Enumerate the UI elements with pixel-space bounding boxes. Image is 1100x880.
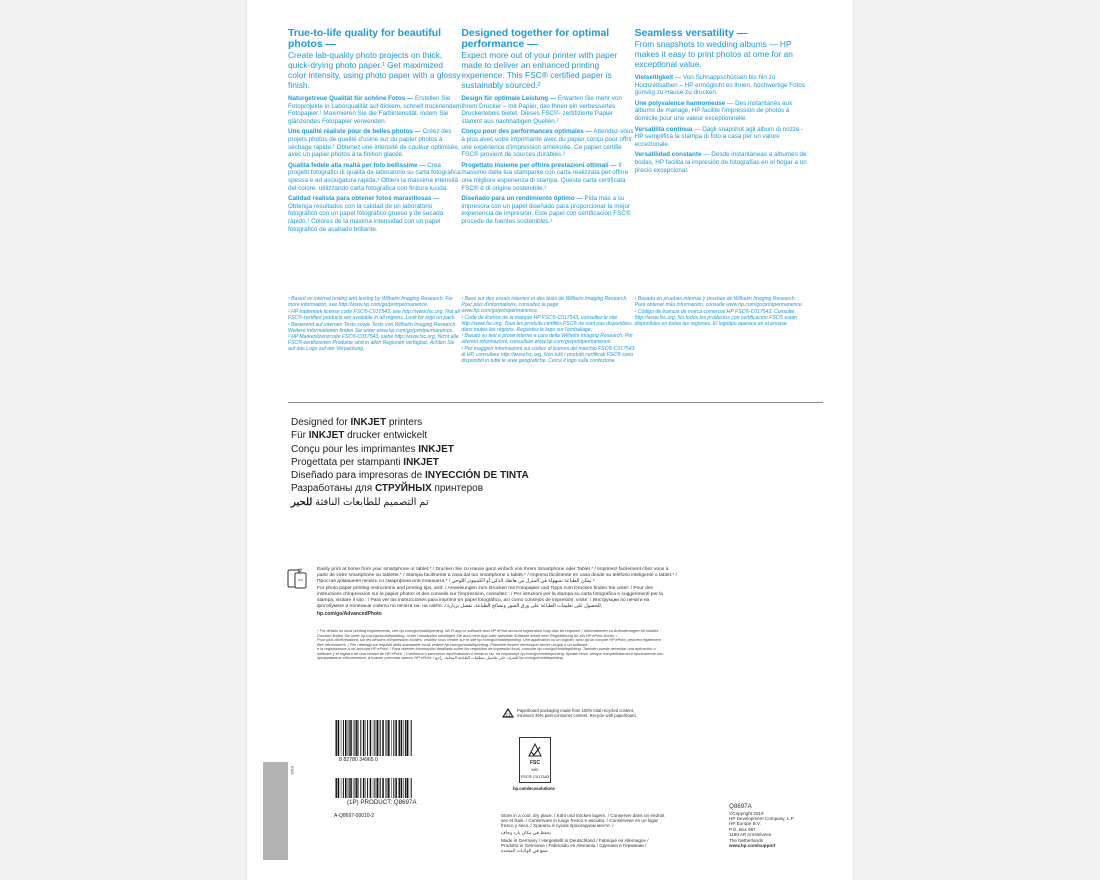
advanced-photo-url[interactable]: hp.com/go/AdvancedPhoto — [317, 610, 382, 617]
translation: Vielseitigkeit — Von Schnappschüssen bis hin zu Hochzeitsalben – HP ermöglicht es Ihnen, hochwertige Fotos günstig zu Hause zu drucken. — [634, 74, 805, 97]
storage-info — [501, 813, 671, 836]
footnote: ² HP trademark license code FSC®-C017543, see http://www.fsc.org. Not all FSC®-certified products are available in all regions. Look for logo on pack. — [288, 308, 460, 321]
origin-info — [501, 838, 671, 854]
svg-text:21: 21 — [505, 712, 511, 718]
translation: Diseñado para un rendimiento óptimo — Pida más a su impresora con un papel diseñado para proporcionar la mejor experiencia de impresión. Este papel con certificación FSC® procede de fuentes sostenibles.² — [461, 195, 631, 225]
translation: Calidad realista para obtener fotos maravillosas — Obtenga resultados con la calidad de un laboratorio fotográfico con un papel fotográfico grueso y de secado rápido.¹ Colores de la máxima intensidad con un papel fotográfico de acabado brillante. — [288, 195, 444, 233]
column-title: Seamless versatility — — [634, 28, 748, 39]
inkjet-line: Progettata per stampanti INKJET — [291, 456, 439, 468]
storage-line: يحفظ في مكان بارد وجاف — [501, 829, 551, 835]
product-number: (1P) PRODUCT: Q8697A — [347, 799, 417, 806]
origin-line: Prodotto in Germania / Fabricado en Alemania / Сделано в Германии / — [501, 843, 647, 849]
translation: Versatilidad constante — Desde instantáneas a álbumes de bodas, HP facilita la impresión de fotografías en el hogar a un precio excepcional. — [634, 151, 807, 174]
support-url[interactable]: www.hp.com/support — [729, 842, 776, 848]
fsc-logo — [519, 737, 551, 783]
translation: Conçu pour des performances optimales — Attendez-vous à plus avec votre imprimante avec du papier conçu pour offrir une expérience d'impression améliorée. Ce papier certifié FSC® provient de sources durables.² — [461, 128, 634, 159]
recycling-text: Paperboard packaging made from 100% total recycled content, minimum 30% post-consumer content. Recycle with paperboard. — [517, 708, 637, 718]
inkjet-line: Designed for INKJET printers — [291, 417, 423, 428]
product-barcode — [333, 778, 415, 798]
footnote: ² Per maggiori informazioni sul codice di licenza del marchio FSC®-C017543 di HP, consultare http://www.fsc.org. Non tutti i prodotti certificati FSC® sono disponibili in tutte le aree geografiche. Cerca il logo sulla confezione. — [461, 346, 635, 365]
column-lead: Create lab-quality photo projects on thick, quick-drying photo paper.¹ Get maximized color intensity, using photo paper with a glossy finish. — [288, 50, 461, 90]
disclaimer-line: * For details on local printing requirements, see hp.com/go/mobileprinting. Wi-Fi app or software and HP ePrint account registration may also be required. / Informationen zu Anforderungen für lokales Drucken finden Sie unter hp.com/go/mobileprinting. Unter Umständen benötigen Sie auch eine App oder spezielle Software sowie eine Registrierung für ein HP ePrint-Konto. / — [317, 628, 659, 638]
product-code: Q8697A — [729, 803, 752, 810]
disclaimer-line: e la registrazione a un account HP ePrint. / Para obtener información detallada sobre los requisitos de impresión local, consulte hp.com/go/mobileprinting. También puede necesitar una aplicación o software y el registro de una cuenta de HP ePrint. / Сведения о местных требованиях к печати см. на странице hp.com/go/mobileprinting. Кроме того, могут потребоваться приложение или — [317, 646, 664, 656]
column-title: Designed together for optimal performance — — [461, 28, 610, 50]
footnote: ² HP Markenlizenzcode FSC®-C017543, siehe http://www.fsc.org. Nicht alle FSC®-zertifizierten Produkte sind in allen Regionen verfügbar. Achten Sie auf das Logo auf der Verpackung. — [288, 334, 459, 353]
translation: Design für optimale Leistung — Erwarten Sie mehr von Ihrem Drucker – mit Papier, das Ihnen ein verbessertes Druckerlebnis bietet. Dieses FSC®- zertifizierte Papier stammt aus nachhaltigen Quellen.² — [461, 95, 622, 125]
address-line: 1180 AR Amstelveen — [729, 832, 772, 838]
column-lead: From snapshots to wedding albums — HP makes it easy to print photos at ome for an exceptional value. — [634, 39, 793, 69]
translation: Progettato insieme per offrire prestazioni ottimali — Il massimo dalla tua stampante con carta realizzata per offrire una migliore esperienza di stampa. Questa carta certificata FSC® è di origine sostenibile.² — [461, 161, 629, 192]
mobile-disclaimer — [317, 629, 667, 661]
footnote: ¹ Basato su test e prove interne a cura della Wilhelm Imaging Research. Per ulteriori informazioni, consultare www.hp.com/go/printpermanence. — [461, 333, 633, 346]
footnote: ² Code de licence de la marque HP FSC®-C017543, consultez le site http://www.fsc.org. Tous les produits certifiés FSC® ne sont pas disponibles dans toutes les régions. Regardez le logo sur l'emballage. — [461, 314, 632, 333]
recycle-icon — [501, 708, 515, 722]
photo-instructions-text: For photo paper printing instructions and printing tips, visit: / Anweisungen zum Drucken mit Fotopapier und Tipps zum Drucken finden Sie unter: / Pour des instructions d'impression sur le papier photos et des conseils sur l'impression, consultez : / Per istruzioni per la stampa su carta fotografica e suggerimenti per la stampa, visitare il sito : / Para ver las instrucciones para imprimir en papel fotográfico, así como consejos de impresión, visite: / Инструкции по печати на фотобумаге и полезные советы по печати см. на сайте: / للحصول على تعليمات الطباعة على ورق الصور ونصائح الطباعة، تفضل بزيارة: — [317, 586, 664, 609]
footnote: ¹ Basierend auf internen Tests sowie Tests von Wilhelm Imaging Research. Weitere Informationen finden Sie unter www.hp.com/go/printpermanence. — [288, 321, 457, 334]
side-code: ENG — [290, 766, 295, 775]
eco-url[interactable]: hp.com/ecosolutions — [513, 786, 555, 791]
footnote-column — [288, 297, 461, 366]
inkjet-line: Разработаны для СТРУЙНЫХ принтеров — [291, 483, 483, 495]
origin-line: Made in Germany / Hergestellt in Deutschland / Fabriqué en Allemagne / — [501, 838, 649, 843]
footnote: ¹ Basado en pruebas internas y pruebas de Wilhelm Imaging Research. Para obtener más información, consulte www.hp.com/go/printpermanence. — [634, 296, 804, 308]
column-lead: Expect more out of your printer with paper made to deliver an enhanced printing experience. This FSC® certified paper is sustainably sourced.² — [461, 50, 618, 90]
inkjet-line: تم التصميم للطابعات النافثة للحبر — [291, 496, 429, 508]
disclaimer-line: программное обеспечение, а также учетная запись HP ePrint. / للتعرف على تفاصيل متطلبات الطباعة المحلية، راجع hp.com/go/mobileprinting. — [317, 655, 564, 660]
company-address — [729, 803, 809, 848]
mobile-print-text: Easily print at home from your smartphone or tablet.* / Drucken Sie zu Hause ganz einfach von Ihrem Smartphone oder Tablet.* / Imprimez facilement chez vous à partir de votre smartphone ou tablette.* / Stampa facilmente a casa dal tuo smartphone o tablet.* / Imprima fácilmente en casa desde su teléfono inteligente o tablet.* / Простая домашняя печать со смартфона или планшета.* / يمكن الطباعة بسهولة في المنزل من هاتفك الذكي أو الكمبيوتر اللوحي.* — [317, 567, 677, 584]
translation: Une polyvalence harmonieuse — Des instantanés aux albums de mariage, HP facilite l'impression de photos à domicile pour une valeur exceptionnelle. — [634, 99, 793, 122]
fsc-code: FSC® C017543 — [520, 774, 550, 779]
feature-column-quality — [288, 28, 461, 236]
barcode-digits: 8 82780 34965 0 — [339, 757, 378, 763]
address-line: P.O. Box 667 — [729, 826, 756, 832]
translation: Naturgetreue Qualität für schöne Fotos — Erstellen Sie Fotoprojekte in Laborqualität auf dickem, schnell trocknendem Fotopapier.¹ Maximieren Sie die Farbintensität, indem Sie glänzendes Fotopapier verwenden. — [288, 95, 462, 125]
translation: Versatilità continua — Dagli snapshot agli album di nozze - HP semplifica la stampa di foto a casa per un valore eccezionale. — [634, 125, 804, 148]
feature-column-versatility — [635, 28, 808, 236]
address-line: HP Development Company, L.P. — [729, 815, 795, 821]
article-code: A-Q8697-00010-2 — [334, 813, 375, 819]
footnote-column — [461, 297, 634, 366]
column-title: True-to-life quality for beautiful photos — — [288, 28, 441, 50]
inkjet-line: Für INKJET drucker entwickelt — [291, 430, 428, 442]
phone-tablet-icon — [287, 567, 307, 589]
feature-columns — [288, 28, 808, 236]
section-divider — [288, 402, 823, 403]
disclaimer-line: Pour plus d'informations sur les besoins d'impression locales, veuillez vous rendre sur le site hp.com/go/mobileprinting. Une application ou un logiciel, ainsi qu'un compte HP ePrint, peuvent également être nécessaires. / Per i dettagli sui requisiti della stampante locali vedere hp.com/go/mobileprinting. Potrebbe essere necessario anche un'app o un software — [317, 637, 661, 647]
inkjet-line: Conçu pour les imprimantes INKJET — [291, 443, 454, 455]
footnote-column — [635, 297, 808, 366]
address-line: ©Copyright 2019 — [729, 810, 764, 816]
footnote: ¹ Basé sur des essais internes et des tests de Wilhelm Imaging Research. Pour plus d'informations, consultez la page www.hp.com/go/printpermanence. — [461, 296, 628, 314]
footnote: ¹ Based on internal testing and testing by Wilhelm Imaging Research. For more information, see http://www.hp.com/go/printpermanence. — [288, 296, 454, 308]
inkjet-statement — [291, 416, 529, 509]
storage-line: Store in a cool, dry place. / Kühl und trocken lagern. / Conserver dans un endroit sec et frais. / Conservare in luogo fresco e asciutto. / Consérvese en un lugar fresco y seco. / Хранить в сухом прохладном месте. / — [501, 813, 665, 829]
inkjet-line: Diseñado para impresoras de INYECCIÓN DE TINTA — [291, 470, 529, 482]
fsc-mix: MIX — [531, 767, 539, 772]
feature-column-performance — [461, 28, 634, 236]
translation: Qualità fedele alla realtà per foto bellissime — Crea progetti fotografici di qualità da laboratorio su carta fotografica spessa e ad asciugatura rapida.¹ Ottieni la massima intensità del colore, utilizzando carta fotografica con finitura lucida. — [288, 161, 461, 192]
origin-line: صنع في الولايات المتحدة — [501, 848, 548, 854]
fsc-label: FSC — [530, 760, 540, 766]
footnotes — [288, 297, 808, 366]
package-back-panel — [247, 0, 853, 880]
address-line: The Netherlands — [729, 837, 763, 843]
color-bar — [263, 762, 288, 860]
footnote: ² Código de licencia de marca comercial HP FSC®-C017543. Consulte http://www.fsc.org. No todos los productos con certificación FSC® están disponibles en todas las regiones. El logotipo aparece en el envase. — [634, 308, 797, 327]
address-line: HP Europe B.V. — [729, 821, 761, 827]
tree-check-icon — [520, 740, 550, 760]
ean-barcode — [333, 720, 415, 774]
translation: Une qualité réaliste pour de belles photos — Créez des projets photos de qualité d'usine sur du papier photos à séchage rapide.¹ Obtenez une intensité de couleur optimisée, avec un papier photos à la finition glacée. — [288, 128, 460, 159]
